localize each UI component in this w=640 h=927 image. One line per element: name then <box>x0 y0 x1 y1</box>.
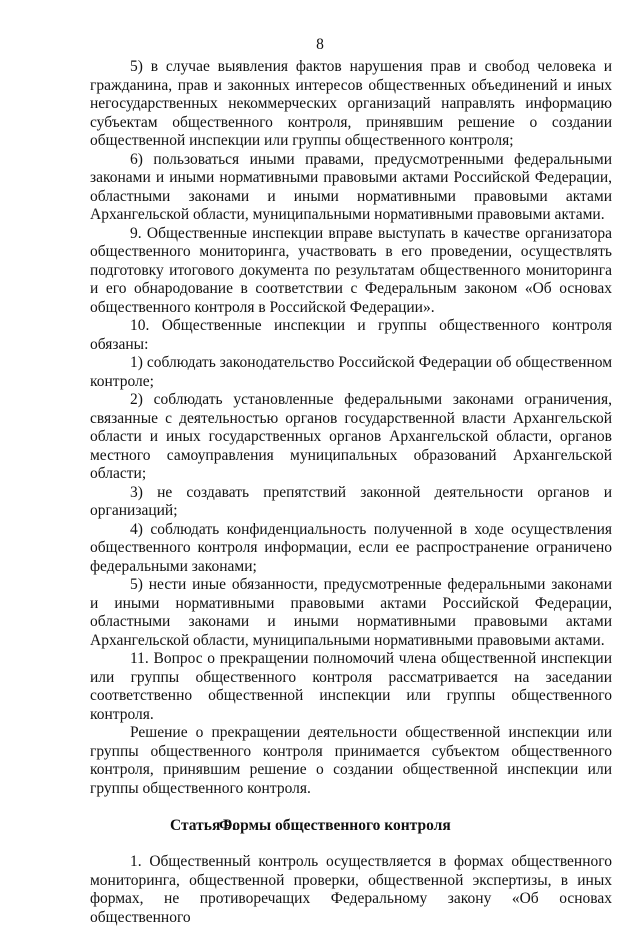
paragraph-duty-3: 3) не создавать препятствий законной деятельности органов и организаций; <box>90 483 612 519</box>
paragraph-duty-5: 5) нести иные обязанности, предусмотренные федеральными законами и иными нормативными правовыми актами Российской Федерации, областными законами и иными нормативными правовыми актами Архангельской области, муниципальными нормативными правовыми актами. <box>90 576 612 649</box>
article-title: Формы общественного контроля <box>219 817 451 834</box>
paragraph-clause-9: 9. Общественные инспекции вправе выступать в качестве организатора общественного мониторинга, участвовать в его проведении, осуществлять подготовку итогового документа по результатам общественного мониторинга и его обнародование в соответствии с Федеральным законом «Об основах общественного контроля в Российской Федерации». <box>90 224 612 316</box>
page-number: 8 <box>316 36 324 53</box>
paragraph-forms-1: 1. Общественный контроль осуществляется в формах общественного мониторинга, общественной проверки, общественной экспертизы, в иных формах, не противоречащих Федеральному закону «Об основах общественного <box>90 853 612 926</box>
paragraph-item-5-notify: 5) в случае выявления фактов нарушения прав и свобод человека и гражданина, прав и законных интересов общественных объединений и иных негосударственных некоммерческих организаций направлять информацию субъектам общественного контроля, принявшим решение о создании общественной инспекции или группы общественного контроля; <box>90 58 612 149</box>
article-heading <box>90 816 612 835</box>
paragraph-duty-4: 4) соблюдать конфиденциальность полученной в ходе осуществления общественного контроля информации, если ее распространение ограничено федеральными законами; <box>90 520 612 575</box>
paragraph-clause-10: 10. Общественные инспекции и группы общественного контроля обязаны: <box>90 317 612 353</box>
paragraph-item-6-rights: 6) пользоваться иными правами, предусмотренными федеральными законами и иными нормативными правовыми актами Российской Федерации, областными законами и иными нормативными правовыми актами Архангельской области, муниципальными нормативными правовыми актами. <box>90 150 612 223</box>
paragraph-duty-2: 2) соблюдать установленные федеральными законами ограничения, связанные с деятельностью органов государственной власти Архангельской области и иных государственных органов Архангельской области, органов местного самоуправления муниципальных образований Архангельской области; <box>90 391 612 482</box>
article-number: Статья 9. <box>170 817 236 834</box>
paragraph-duty-1: 1) соблюдать законодательство Российской Федерации об общественном контроле; <box>90 354 612 390</box>
document-body <box>90 58 612 927</box>
paragraph-termination-decision: Решение о прекращении деятельности общественной инспекции или группы общественного контроля принимается субъектом общественного контроля, принявшим решение о создании общественной инспекции или группы общественного контроля. <box>90 724 612 797</box>
paragraph-clause-11: 11. Вопрос о прекращении полномочий члена общественной инспекции или группы общественного контроля рассматривается на заседании соответственно общественной инспекции или группы общественного контроля. <box>90 650 612 723</box>
